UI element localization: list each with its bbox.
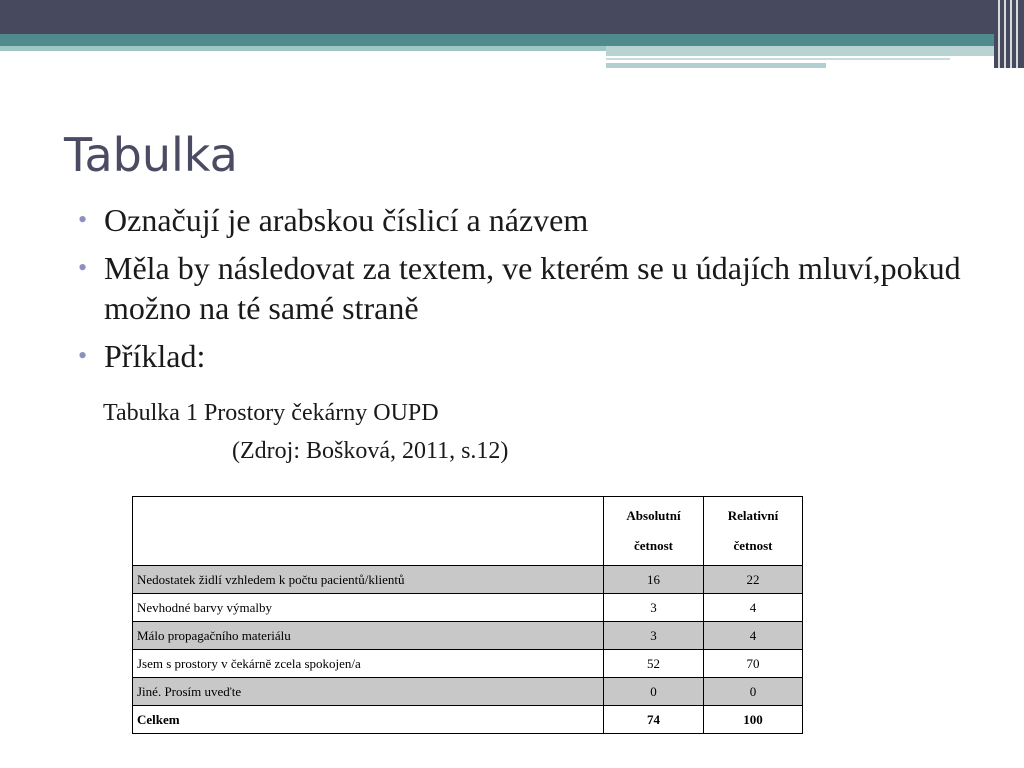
header-stripe [1016,0,1018,68]
header-bar-light [0,46,606,51]
bullet-dot-icon: • [78,205,88,234]
header-stripes [994,0,1024,68]
header-bar-dark [0,0,1024,34]
bullet-item [76,248,976,328]
table-row [133,622,803,650]
header-bar-step [606,46,1001,56]
table-row [133,678,803,706]
row-label: Jsem s prostory v čekárně zcela spokojen/a [133,650,604,678]
header-text: Relativní [727,508,779,523]
table-header-absolute [604,497,704,566]
row-absolute: 74 [604,706,704,734]
bullet-text: Příklad: [104,338,206,374]
row-absolute: 3 [604,594,704,622]
header-bar-teal [0,34,1024,46]
table-row [133,566,803,594]
header-stripe [998,0,1000,68]
row-absolute: 16 [604,566,704,594]
table-caption: Tabulka 1 Prostory čekárny OUPD [103,400,439,426]
bullet-list [76,200,976,384]
row-relative: 4 [704,594,803,622]
slide-title: Tabulka [64,128,238,182]
header-text: Absolutní [626,508,681,523]
table-header-blank [133,497,604,566]
row-label: Nevhodné barvy výmalby [133,594,604,622]
table-header-relative [704,497,803,566]
header-stripe [1004,0,1006,68]
header-text: četnost [733,538,773,553]
row-relative: 100 [704,706,803,734]
row-absolute: 52 [604,650,704,678]
bullet-text: Označují je arabskou číslicí a názvem [104,202,589,238]
row-label: Celkem [133,706,604,734]
row-relative: 22 [704,566,803,594]
table-header-row [133,497,803,566]
table-row [133,594,803,622]
header-stripe [1010,0,1012,68]
header-line [606,63,826,68]
row-relative: 0 [704,678,803,706]
table-total-row [133,706,803,734]
data-table [132,496,803,734]
header-text: četnost [634,538,673,553]
bullet-text: Měla by následovat za textem, ve kterém se u údajích mluví,pokud možno na té samé straně [104,250,961,326]
row-relative: 70 [704,650,803,678]
row-absolute: 0 [604,678,704,706]
table-row [133,650,803,678]
row-label: Nedostatek židlí vzhledem k počtu pacientů/klientů [133,566,604,594]
table-source: (Zdroj: Bošková, 2011, s.12) [232,438,509,464]
bullet-item [76,200,976,240]
header-line [606,58,950,60]
row-absolute: 3 [604,622,704,650]
bullet-dot-icon: • [78,253,88,282]
row-label: Jiné. Prosím uveďte [133,678,604,706]
bullet-dot-icon: • [78,341,88,370]
row-relative: 4 [704,622,803,650]
row-label: Málo propagačního materiálu [133,622,604,650]
bullet-item [76,336,976,376]
